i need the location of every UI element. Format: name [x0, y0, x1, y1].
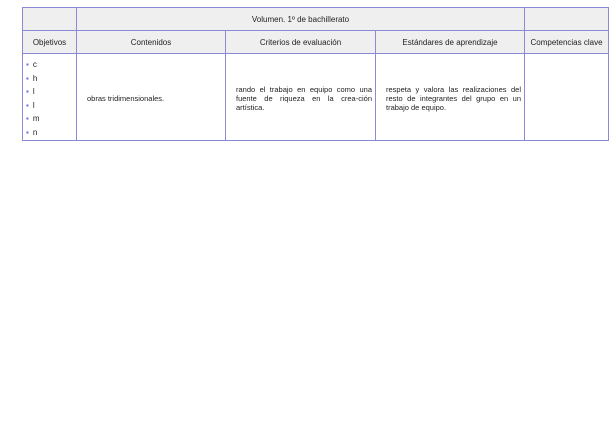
list-item	[26, 112, 76, 126]
bullet-icon: ▪	[26, 87, 29, 96]
cell-criterios	[226, 54, 376, 141]
cell-objetivos	[23, 54, 77, 141]
list-item	[26, 99, 76, 113]
cell-contenidos	[77, 54, 226, 141]
competencias-text	[525, 96, 608, 99]
objetivo-label: l	[32, 87, 35, 96]
col-header-contenidos: Contenidos	[77, 31, 226, 54]
objetivo-label: c	[32, 60, 37, 69]
bullet-icon: ▪	[26, 60, 29, 69]
table-row	[23, 54, 609, 141]
objetivo-label: h	[32, 73, 38, 83]
cell-competencias	[525, 54, 609, 141]
objetivo-label: n	[32, 127, 38, 137]
banner-title: Volumen. 1º de bachillerato	[77, 8, 525, 31]
bullet-icon: ▪	[26, 100, 29, 110]
header-row	[23, 31, 609, 54]
objetivo-label: l	[32, 100, 35, 110]
col-header-competencias: Competencias clave	[525, 31, 609, 54]
col-header-estandares: Estándares de aprendizaje	[376, 31, 525, 54]
criterios-text: rando el trabajo en equipo como una fuente de riqueza en la crea-ción artística.	[236, 85, 372, 112]
contenidos-text: obras tridimensionales.	[87, 94, 165, 103]
col-header-objetivos: Objetivos	[23, 31, 77, 54]
curriculum-table	[22, 7, 609, 141]
list-item	[26, 58, 76, 72]
list-item	[26, 72, 76, 86]
bullet-icon: ▪	[26, 73, 29, 83]
col-header-criterios: Criterios de evaluación	[226, 31, 376, 54]
bullet-icon: ▪	[26, 114, 29, 123]
banner-empty-cell-right	[525, 8, 609, 31]
cell-estandares	[376, 54, 525, 141]
objetivo-label: m	[32, 114, 40, 123]
estandares-text: respeta y valora las realizaciones del resto de integrantes del grupo en un trabajo de equipo.	[386, 85, 522, 112]
bullet-icon: ▪	[26, 127, 29, 137]
list-item	[26, 126, 76, 140]
banner-row	[23, 8, 609, 31]
list-item	[26, 85, 76, 99]
objetivos-list	[23, 55, 76, 139]
banner-empty-cell	[23, 8, 77, 31]
